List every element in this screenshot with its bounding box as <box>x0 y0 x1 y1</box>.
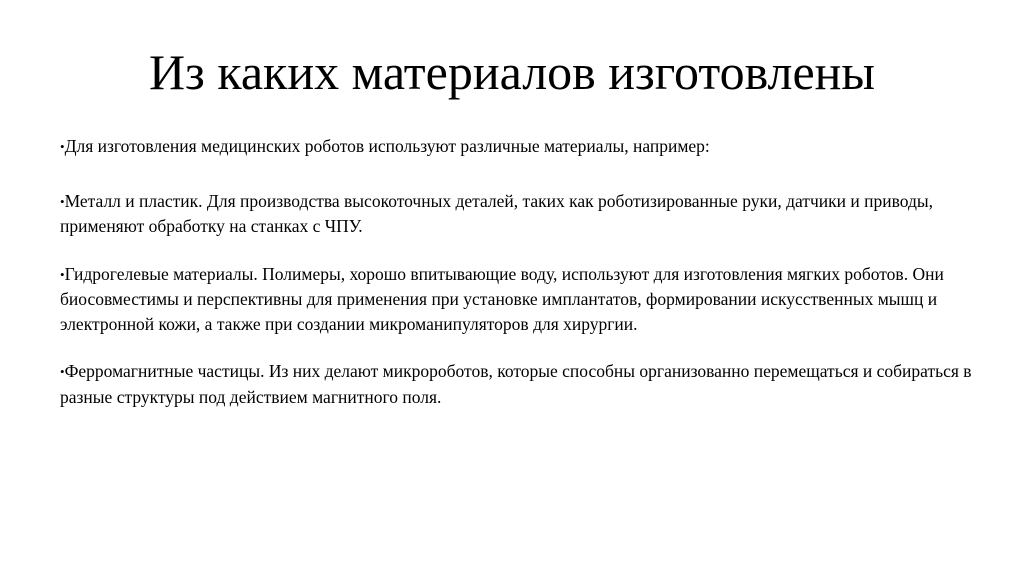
bullet-icon: • <box>60 266 65 282</box>
list-item <box>60 189 980 239</box>
list-item-text: Металл и пластик. Для производства высокоточных деталей, таких как роботизированные руки, датчики и приводы, применяют обработку на станках с ЧПУ. <box>60 190 933 236</box>
bullet-icon: • <box>60 364 65 379</box>
bullet-list <box>60 134 980 432</box>
list-item <box>60 134 980 160</box>
list-item-text: Ферромагнитные частицы. Из них делают микророботов, которые способны организованно перемещаться и собираться в разные структуры под действием магнитного поля. <box>60 361 972 407</box>
bullet-icon: • <box>60 193 65 209</box>
list-item-text: Гидрогелевые материалы. Полимеры, хорошо впитывающие воду, используют для изготовления мягких роботов. Они биосовместимы и перспективны для применения при установке имплантатов, формировании искусственных мышц и электронной кожи, а также при создании микроманипуляторов для хирургии. <box>60 263 944 334</box>
bullet-icon: • <box>60 139 65 154</box>
list-item <box>60 359 980 409</box>
list-item-text: Для изготовления медицинских роботов используют различные материалы, например: <box>64 136 710 156</box>
list-item <box>60 262 980 337</box>
slide-title: Из каких материалов изготовлены <box>148 44 876 100</box>
